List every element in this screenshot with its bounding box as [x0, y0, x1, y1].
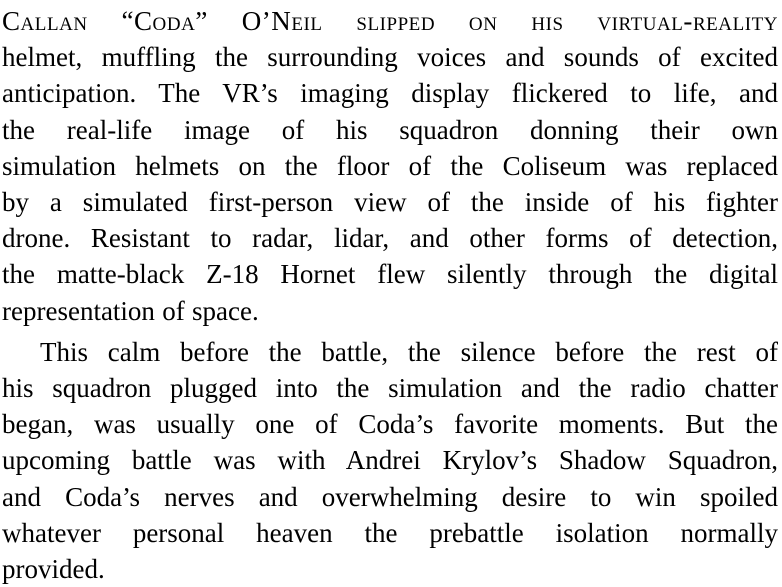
text-line: upcoming battle was with Andrei Krylov’s Shadow Squadron,	[2, 445, 778, 476]
text-line: the real-life image of his squadron donning their own	[2, 114, 778, 145]
text-line: his squadron plugged into the simulation and the radio chatter	[2, 373, 778, 404]
text-line: whatever personal heaven the prebattle isolation normally	[2, 517, 778, 548]
text-line: This calm before the battle, the silence before the rest of	[40, 336, 778, 367]
text-line: anticipation. The VR’s imaging display flickered to life, and	[2, 78, 778, 109]
text-line: and Coda’s nerves and overwhelming desire to win spoiled	[2, 481, 778, 512]
opening-line-small-caps: Callan “Coda” O’Neil slipped on his virtual-reality	[2, 6, 778, 36]
text-line: drone. Resistant to radar, lidar, and other forms of detection,	[2, 223, 778, 254]
paragraph	[2, 3, 778, 329]
text-line: representation of space.	[2, 295, 259, 326]
text-line: by a simulated first-person view of the inside of his fighter	[2, 187, 778, 218]
text-line: the matte-black Z-18 Hornet flew silently through the digital	[2, 259, 778, 290]
text-line: began, was usually one of Coda’s favorite moments. But the	[2, 409, 778, 440]
text-line: helmet, muffling the surrounding voices and sounds of excited	[2, 42, 778, 73]
paragraph	[2, 334, 778, 587]
text-line: provided.	[2, 554, 105, 585]
text-line: simulation helmets on the floor of the Coliseum was replaced	[2, 150, 778, 181]
